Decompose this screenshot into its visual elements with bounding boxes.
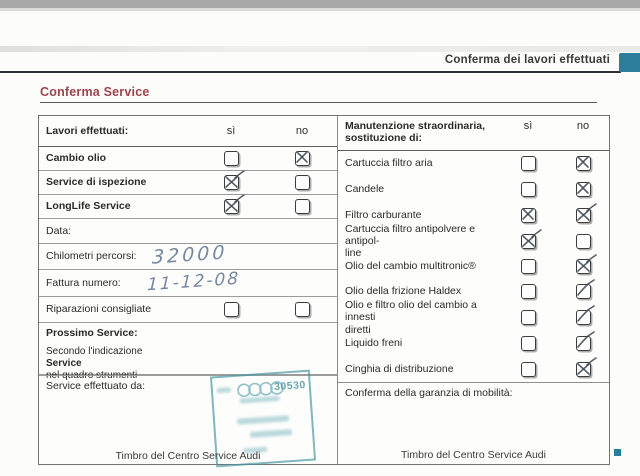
stamp-caption: Timbro del Centro Service Audi <box>401 449 546 461</box>
checkbox-si[interactable] <box>521 336 536 351</box>
no-cell <box>557 362 609 377</box>
checkbox-si[interactable] <box>521 182 536 197</box>
row-label <box>338 285 499 297</box>
right-table-header <box>338 116 609 151</box>
checkbox-si[interactable] <box>521 310 536 325</box>
si-cell <box>499 336 557 351</box>
section-title-rule <box>40 102 597 103</box>
row-label-line: Olio del cambio multitronic® <box>345 260 476 273</box>
no-cell <box>557 259 609 274</box>
pen-mark-icon <box>292 144 317 169</box>
si-cell <box>499 310 557 325</box>
row-label <box>338 337 499 349</box>
row-label-line: Filtro carburante <box>345 208 422 221</box>
checkbox-no[interactable] <box>576 182 591 197</box>
row-label-line: line <box>345 247 362 260</box>
no-cell <box>267 199 337 214</box>
table-row <box>39 323 337 343</box>
table-row <box>338 254 609 279</box>
pen-mark-icon <box>221 168 246 193</box>
table-row <box>39 171 337 195</box>
table-row <box>338 299 609 336</box>
si-cell <box>499 208 557 223</box>
handwritten-value: 11-12-08 <box>146 268 241 295</box>
no-cell <box>267 302 337 317</box>
right-table-title-line1: Manutenzione straordinaria, <box>345 120 486 132</box>
row-label: Service di ispezione <box>46 176 147 189</box>
row-label-line: Olio e filtro olio del cambio a innesti <box>345 299 477 324</box>
checkbox-no[interactable] <box>295 175 310 190</box>
row-label: Data: <box>46 224 72 237</box>
row-label: Fattura numero: <box>46 276 121 289</box>
row-label-line: Candele <box>345 182 385 195</box>
pen-mark-icon <box>518 227 543 252</box>
checkbox-no[interactable] <box>576 259 591 274</box>
si-cell <box>195 151 267 166</box>
service-performed-cell <box>39 375 337 465</box>
si-cell <box>499 156 557 171</box>
table-row <box>39 297 337 323</box>
table-row <box>338 222 609 260</box>
si-cell <box>499 362 557 377</box>
table-row <box>39 147 337 171</box>
section-title: Conferma Service <box>40 85 150 99</box>
checkbox-si[interactable] <box>224 302 239 317</box>
checkbox-si[interactable] <box>521 284 536 299</box>
row-label-line: Cartuccia filtro antipolvere e antipol- <box>345 222 476 247</box>
row-label <box>338 260 499 272</box>
stamp-caption: Timbro del Centro Service Audi <box>115 450 261 462</box>
si-cell <box>195 175 267 190</box>
pen-mark-icon <box>221 192 246 217</box>
pen-mark-icon <box>518 201 543 226</box>
header-rule <box>0 71 621 73</box>
scan-edge-band <box>0 0 640 8</box>
si-cell <box>499 182 557 197</box>
checkbox-si[interactable] <box>521 259 536 274</box>
column-header-si: sì <box>226 125 236 137</box>
stamp-smudge <box>250 429 292 438</box>
row-label <box>338 363 499 375</box>
scan-edge-band-light <box>0 8 640 11</box>
pen-mark-icon <box>573 303 598 328</box>
checkbox-si[interactable] <box>521 156 536 171</box>
checkbox-no[interactable] <box>295 302 310 317</box>
page-header-title: Conferma dei lavori effettuati <box>444 54 610 66</box>
stamp-smudge <box>237 415 289 425</box>
checkbox-si[interactable] <box>224 199 239 214</box>
column-header-no: no <box>295 125 309 137</box>
no-cell <box>267 151 337 166</box>
stamp-number: 30530 <box>273 378 307 394</box>
checkbox-no[interactable] <box>576 234 591 249</box>
si-cell <box>195 199 267 214</box>
checkbox-no[interactable] <box>576 156 591 171</box>
pen-mark-icon <box>573 277 598 302</box>
stamp-smudge <box>217 387 231 393</box>
checkbox-si[interactable] <box>224 175 239 190</box>
checkbox-si[interactable] <box>521 362 536 377</box>
checkbox-si[interactable] <box>521 208 536 223</box>
handwritten-value: 32000 <box>152 240 229 269</box>
pen-mark-icon <box>573 149 598 174</box>
row-label: LongLife Service <box>46 200 131 213</box>
checkbox-si[interactable] <box>521 234 536 249</box>
right-table-title <box>338 120 499 144</box>
left-table <box>39 116 338 464</box>
table-row <box>39 219 337 244</box>
no-cell <box>557 156 609 171</box>
table-row <box>338 176 609 202</box>
row-label: Riparazioni consigliate <box>46 303 152 316</box>
pen-mark-icon <box>573 355 598 380</box>
row-label-line: Secondo l'indicazione <box>46 346 143 357</box>
row-label-line: Cinghia di distribuzione <box>345 362 454 375</box>
row-label-line: diretti <box>345 323 371 336</box>
checkbox-no[interactable] <box>576 284 591 299</box>
row-label <box>338 183 499 195</box>
left-table-header <box>39 116 337 147</box>
page-corner-marker <box>614 449 621 456</box>
checkbox-no[interactable] <box>576 310 591 325</box>
si-cell <box>499 259 557 274</box>
no-cell <box>557 208 609 223</box>
row-label: Chilometri percorsi: <box>46 250 137 263</box>
right-table-title-line2: sostituzione di: <box>345 132 422 145</box>
table-row <box>338 331 609 356</box>
checkbox-no[interactable] <box>295 199 310 214</box>
no-cell <box>557 310 609 325</box>
no-cell <box>557 234 609 249</box>
pen-mark-icon <box>573 252 598 277</box>
row-label-line: Service <box>46 357 82 369</box>
si-cell <box>499 284 557 299</box>
no-cell <box>267 175 337 190</box>
si-cell <box>195 302 267 317</box>
row-label <box>338 209 499 221</box>
pen-mark-icon <box>573 329 598 354</box>
scan-fold-shadow <box>0 46 640 52</box>
checkbox-no[interactable] <box>576 208 591 223</box>
table-row <box>39 240 337 270</box>
page-edge-tab <box>619 53 640 72</box>
checkbox-si[interactable] <box>224 151 239 166</box>
table-row <box>39 195 337 219</box>
left-table-title: Lavori effettuati: <box>46 124 129 137</box>
mobility-warranty-cell <box>338 383 609 464</box>
pen-mark-icon <box>573 201 598 226</box>
right-table <box>338 116 609 464</box>
service-performed-label: Service effettuato da: <box>46 380 146 392</box>
no-cell <box>557 182 609 197</box>
checkbox-no[interactable] <box>576 362 591 377</box>
no-cell <box>557 284 609 299</box>
no-cell <box>557 336 609 351</box>
mobility-warranty-label: Conferma della garanzia di mobilità: <box>345 387 513 399</box>
row-label-line: Cartuccia filtro aria <box>345 157 433 170</box>
left-table-rows <box>39 147 337 381</box>
checkbox-no[interactable] <box>295 151 310 166</box>
column-header-si: sì <box>523 120 533 132</box>
table-row <box>338 356 609 383</box>
table-row <box>338 151 609 176</box>
row-label: Prossimo Service: <box>46 326 138 339</box>
service-confirmation-table <box>38 115 610 465</box>
table-row <box>39 270 337 297</box>
right-table-rows <box>338 151 609 383</box>
row-label-line: Olio della frizione Haldex <box>345 285 462 298</box>
row-label <box>338 157 499 169</box>
si-cell <box>499 234 557 249</box>
row-label-line: nel quadro strumenti <box>46 369 138 381</box>
checkbox-no[interactable] <box>576 336 591 351</box>
row-label: Cambio olio <box>46 152 107 165</box>
row-label-line: Liquido freni <box>345 337 403 350</box>
pen-mark-icon <box>573 175 598 200</box>
column-header-no: no <box>576 120 590 132</box>
